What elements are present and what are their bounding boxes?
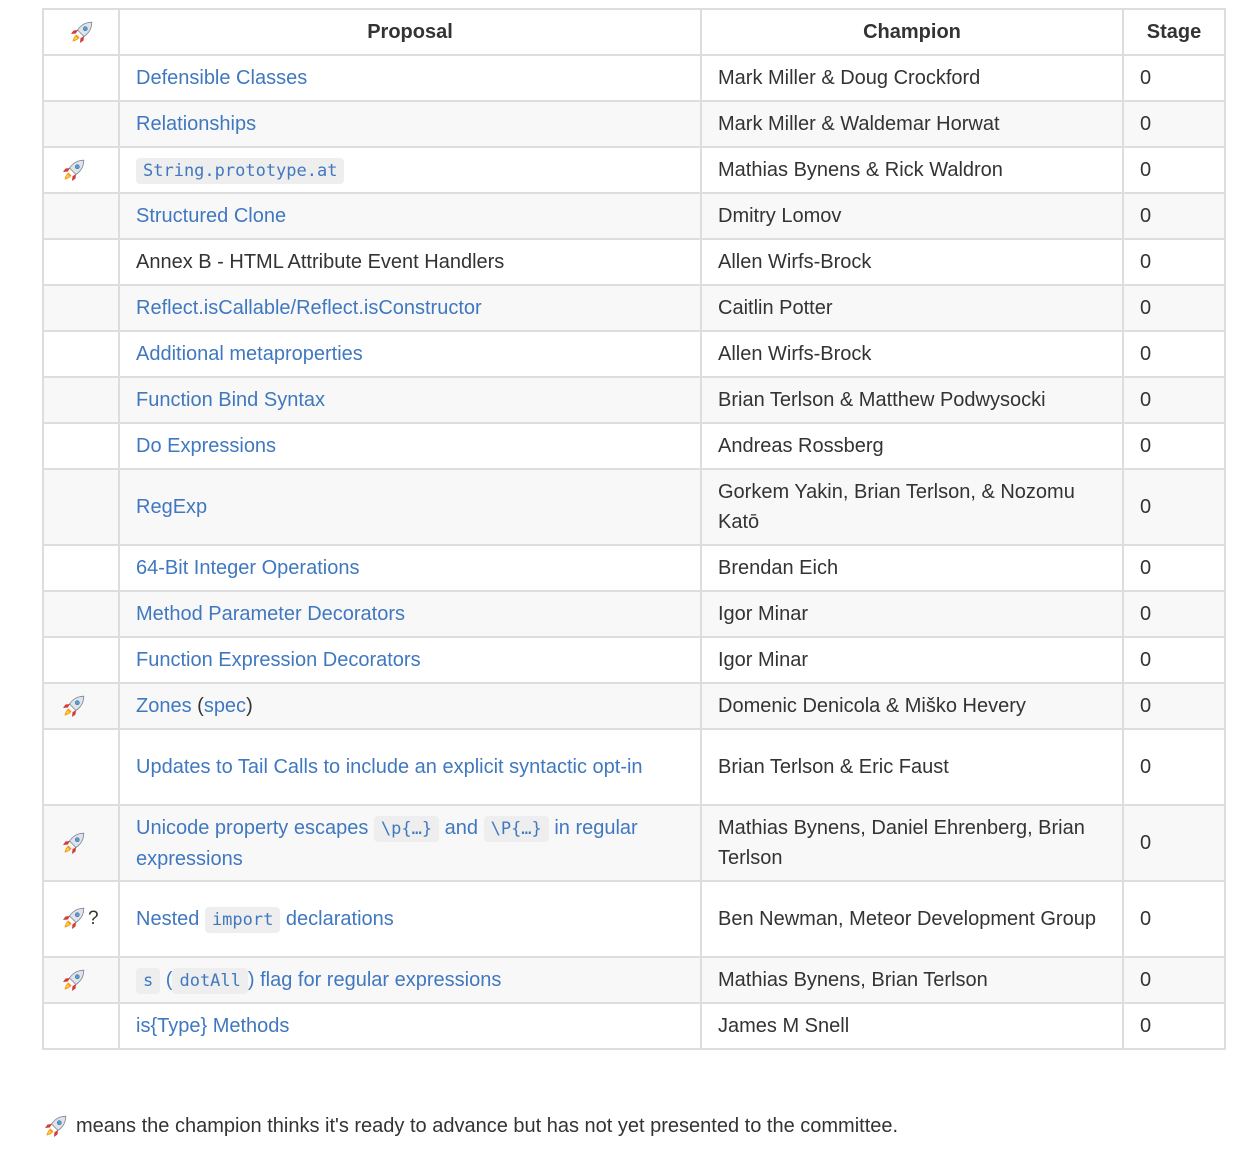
paren-close: ) <box>246 695 253 717</box>
rocket-cell <box>43 101 119 147</box>
proposal-cell <box>119 881 701 957</box>
table-row <box>43 285 1225 331</box>
proposal-text: ( <box>160 968 173 991</box>
rocket-cell <box>43 683 119 729</box>
table-row <box>43 331 1225 377</box>
proposal-cell <box>119 637 701 683</box>
footnote-text: means the champion thinks it's ready to advance but has not yet presented to the committee. <box>76 1115 899 1137</box>
stage-cell: 0 <box>1123 193 1225 239</box>
champion-cell: James M Snell <box>701 1003 1123 1049</box>
rocket-icon <box>60 694 86 720</box>
champion-cell: Brian Terlson & Eric Faust <box>701 729 1123 805</box>
rocket-cell <box>43 377 119 423</box>
table-header-row <box>43 9 1225 55</box>
rocket-icon <box>60 831 86 857</box>
champion-cell: Igor Minar <box>701 591 1123 637</box>
proposal-cell <box>119 193 701 239</box>
rocket-cell <box>43 147 119 193</box>
stage-cell: 0 <box>1123 331 1225 377</box>
champion-cell: Mark Miller & Waldemar Horwat <box>701 101 1123 147</box>
stage-cell: 0 <box>1123 239 1225 285</box>
rocket-cell <box>43 881 119 957</box>
stage-cell: 0 <box>1123 591 1225 637</box>
proposal-cell <box>119 147 701 193</box>
champion-cell: Dmitry Lomov <box>701 193 1123 239</box>
proposal-cell <box>119 285 701 331</box>
proposal-link[interactable]: Method Parameter Decorators <box>136 603 406 625</box>
stage-cell: 0 <box>1123 683 1225 729</box>
rocket-column-header <box>43 9 119 55</box>
proposal-cell <box>119 591 701 637</box>
rocket-cell <box>43 193 119 239</box>
footnote <box>42 1110 898 1142</box>
champion-cell: Brian Terlson & Matthew Podwysocki <box>701 377 1123 423</box>
stage-cell: 0 <box>1123 377 1225 423</box>
proposal-cell <box>119 101 701 147</box>
rocket-icon <box>60 906 86 932</box>
rocket-cell <box>43 805 119 881</box>
proposal-code: s <box>136 968 160 994</box>
stage-cell: 0 <box>1123 805 1225 881</box>
rocket-cell <box>43 591 119 637</box>
champion-cell: Caitlin Potter <box>701 285 1123 331</box>
table-row <box>43 469 1225 545</box>
proposal-text: Annex B - HTML Attribute Event Handlers <box>136 251 505 273</box>
proposal-link[interactable]: Zones <box>136 695 192 717</box>
proposal-link[interactable]: 64-Bit Integer Operations <box>136 557 360 579</box>
champion-cell: Gorkem Yakin, Brian Terlson, & Nozomu Katō <box>701 469 1123 545</box>
stage-cell: 0 <box>1123 423 1225 469</box>
champion-cell: Igor Minar <box>701 637 1123 683</box>
proposal-cell <box>119 377 701 423</box>
stage-cell: 0 <box>1123 545 1225 591</box>
proposal-cell <box>119 469 701 545</box>
proposal-text: Nested <box>136 907 205 930</box>
stage-cell: 0 <box>1123 881 1225 957</box>
proposal-code: \P{…} <box>484 816 549 842</box>
rocket-cell <box>43 957 119 1003</box>
rocket-cell <box>43 729 119 805</box>
proposal-code: dotAll <box>172 968 247 994</box>
proposal-link[interactable]: is{Type} Methods <box>136 1015 290 1037</box>
champion-cell: Mark Miller & Doug Crockford <box>701 55 1123 101</box>
table-row <box>43 193 1225 239</box>
proposal-code: \p{…} <box>374 816 439 842</box>
rocket-cell <box>43 545 119 591</box>
rocket-cell <box>43 1003 119 1049</box>
proposal-link[interactable]: Function Bind Syntax <box>136 389 325 411</box>
stage-cell: 0 <box>1123 55 1225 101</box>
spec-link[interactable]: spec <box>203 695 247 717</box>
champion-cell: Ben Newman, Meteor Development Group <box>701 881 1123 957</box>
stage-cell: 0 <box>1123 285 1225 331</box>
proposal-code: String.prototype.at <box>136 158 344 184</box>
rocket-cell <box>43 331 119 377</box>
rocket-cell <box>43 469 119 545</box>
proposal-link[interactable]: Relationships <box>136 113 257 135</box>
proposal-link[interactable]: Do Expressions <box>136 435 277 457</box>
proposal-cell <box>119 55 701 101</box>
proposal-cell <box>119 239 701 285</box>
table-row <box>43 957 1225 1003</box>
table-row <box>43 423 1225 469</box>
table-row <box>43 591 1225 637</box>
proposal-link[interactable] <box>136 159 344 181</box>
champion-cell: Domenic Denicola & Miško Hevery <box>701 683 1123 729</box>
champion-cell: Brendan Eich <box>701 545 1123 591</box>
rocket-cell <box>43 285 119 331</box>
proposal-cell <box>119 729 701 805</box>
stage-cell: 0 <box>1123 637 1225 683</box>
table-row <box>43 881 1225 957</box>
proposal-link[interactable] <box>136 817 638 870</box>
proposal-cell <box>119 331 701 377</box>
proposal-link[interactable]: Function Expression Decorators <box>136 649 421 671</box>
proposal-cell <box>119 423 701 469</box>
question-mark: ? <box>88 908 99 930</box>
table-row <box>43 55 1225 101</box>
rocket-icon <box>42 1114 68 1140</box>
table-row <box>43 637 1225 683</box>
champion-cell: Andreas Rossberg <box>701 423 1123 469</box>
stage-cell: 0 <box>1123 729 1225 805</box>
proposal-text: and <box>439 816 484 839</box>
table-row <box>43 377 1225 423</box>
table-row <box>43 239 1225 285</box>
stage-cell: 0 <box>1123 101 1225 147</box>
proposal-link[interactable]: Reflect.isCallable/Reflect.isConstructor <box>136 297 482 319</box>
table-row <box>43 1003 1225 1049</box>
rocket-cell <box>43 637 119 683</box>
champion-cell: Mathias Bynens, Daniel Ehrenberg, Brian Terlson <box>701 805 1123 881</box>
table-row <box>43 545 1225 591</box>
stage-cell: 0 <box>1123 957 1225 1003</box>
proposal-link[interactable] <box>136 908 394 930</box>
proposals-table <box>42 8 1226 1050</box>
table-row <box>43 147 1225 193</box>
proposal-link[interactable]: Defensible Classes <box>136 67 308 89</box>
proposal-text: Unicode property escapes <box>136 816 374 839</box>
champion-cell: Mathias Bynens & Rick Waldron <box>701 147 1123 193</box>
table-row <box>43 683 1225 729</box>
proposal-text: declarations <box>280 907 394 930</box>
table-row <box>43 805 1225 881</box>
proposal-link[interactable]: Updates to Tail Calls to include an explicit syntactic opt-in <box>136 756 643 778</box>
rocket-icon <box>60 158 86 184</box>
rocket-icon <box>60 968 86 994</box>
proposal-code: import <box>205 907 280 933</box>
rocket-cell <box>43 55 119 101</box>
stage-cell: 0 <box>1123 147 1225 193</box>
paren-open: ( <box>191 695 204 717</box>
proposal-cell <box>119 805 701 881</box>
proposal-link[interactable] <box>136 969 501 991</box>
stage-cell: 0 <box>1123 469 1225 545</box>
table-row <box>43 101 1225 147</box>
proposal-link[interactable]: RegExp <box>136 496 208 518</box>
champion-cell: Allen Wirfs-Brock <box>701 239 1123 285</box>
rocket-icon <box>68 20 94 46</box>
proposal-text: in regular expressions <box>136 816 638 870</box>
champion-cell: Mathias Bynens, Brian Terlson <box>701 957 1123 1003</box>
proposal-cell <box>119 957 701 1003</box>
proposal-cell <box>119 1003 701 1049</box>
stage-cell: 0 <box>1123 1003 1225 1049</box>
proposal-cell <box>119 545 701 591</box>
proposal-text: ) flag for regular expressions <box>247 968 502 991</box>
proposal-cell <box>119 683 701 729</box>
stage-column-header: Stage <box>1123 9 1225 55</box>
champion-cell: Allen Wirfs-Brock <box>701 331 1123 377</box>
proposal-link[interactable]: Additional metaproperties <box>136 343 363 365</box>
champion-column-header: Champion <box>701 9 1123 55</box>
rocket-cell <box>43 239 119 285</box>
rocket-cell <box>43 423 119 469</box>
proposal-link[interactable]: Structured Clone <box>136 205 287 227</box>
proposal-column-header: Proposal <box>119 9 701 55</box>
table-row <box>43 729 1225 805</box>
